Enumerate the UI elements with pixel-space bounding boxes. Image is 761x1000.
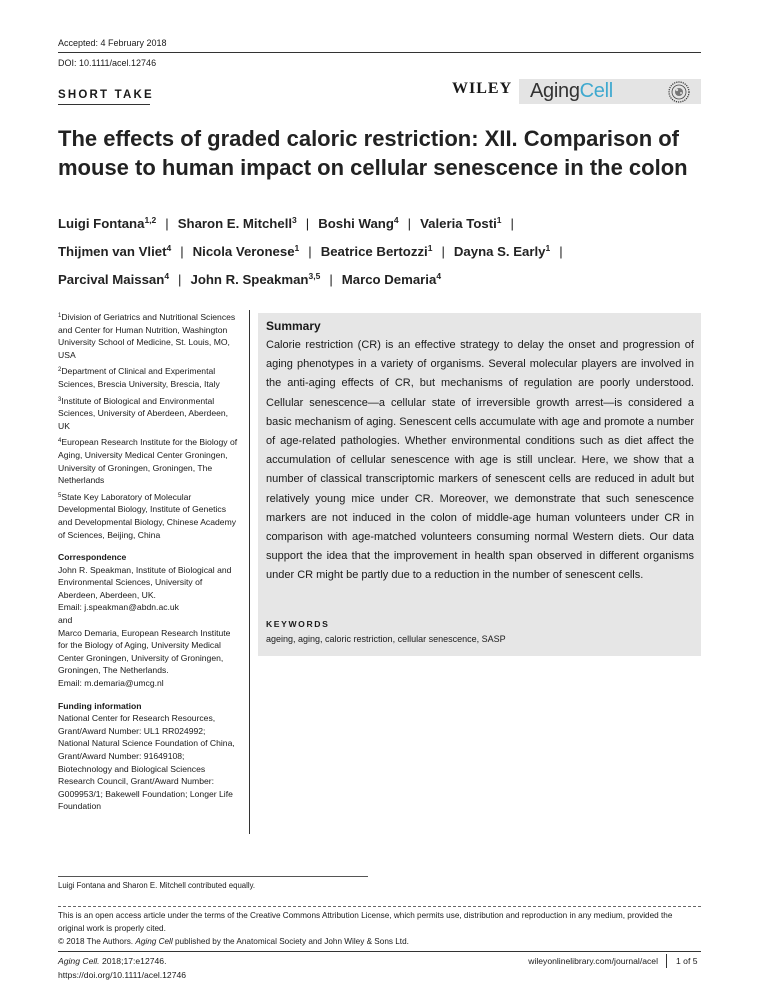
copyright <box>58 936 701 949</box>
author-name: Valeria Tosti <box>420 216 497 231</box>
author-name: Nicola Veronese <box>192 244 295 259</box>
correspondence-line[interactable]: Email: j.speakman@abdn.ac.uk <box>58 602 179 613</box>
summary-heading: Summary <box>266 319 321 333</box>
author-affiliation-sup: 4 <box>164 271 170 281</box>
correspondence-line: and <box>58 615 73 626</box>
author <box>193 244 300 259</box>
journal-name <box>530 80 613 103</box>
author-name: Dayna S. Early <box>453 244 546 259</box>
citation-volume: 2018;17:e12746. <box>101 956 167 966</box>
publisher-logo: WILEY <box>452 80 513 97</box>
affiliation-number: 3 <box>58 396 62 403</box>
affiliation-text: Department of Clinical and Experimental Sciences, Brescia University, Brescia, Italy <box>58 366 220 389</box>
affiliation-text: State Key Laboratory of Molecular Developmental Biology, Institute of Genetics and Developmental Biology, Chinese Academy of Sciences, Beijing, China <box>58 491 237 540</box>
author-separator: | <box>441 244 445 259</box>
affiliation-number: 4 <box>58 438 62 445</box>
author-list <box>58 208 708 292</box>
correspondence <box>58 564 238 690</box>
header-rule <box>58 52 701 53</box>
correspondence-line: Marco Demaria, European Research Institute for the Biology of Aging, University Medical Center Groningen, University of Groningen, Groningen, The Netherlands. <box>58 627 231 676</box>
author-separator: | <box>180 244 184 259</box>
affiliation-number: 2 <box>58 367 62 374</box>
author-affiliation-sup: 1 <box>496 215 502 225</box>
citation-journal: Aging Cell. <box>58 956 100 966</box>
article-title: The effects of graded caloric restriction: XII. Comparison of mouse to human impact on cellular senescence in the colon <box>58 126 688 180</box>
author-affiliation-sup: 1,2 <box>144 215 157 225</box>
license <box>58 910 701 948</box>
author-separator: | <box>407 216 412 231</box>
sidebar <box>58 310 238 813</box>
affiliation <box>58 364 238 390</box>
keywords-heading: KEYWORDS <box>266 619 330 629</box>
author <box>190 272 320 287</box>
funding-text: National Center for Research Resources, Grant/Award Number: UL1 RR024992; National Natural Science Foundation of China, Grant/Award Number: 91649108; Biotechnology and Biological Sciences Research Council, Grant/Award Number: G009953/1; Bakewell Foundation; Longer Life Foundation <box>58 713 235 812</box>
author-affiliation-sup: 4 <box>436 271 442 281</box>
author-name: John R. Speakman <box>190 272 309 287</box>
author-separator: | <box>305 216 310 231</box>
doi: DOI: 10.1111/acel.12746 <box>58 58 157 68</box>
author-separator: | <box>308 244 312 259</box>
footer-rule <box>58 951 701 952</box>
author-name: Parcival Maissan <box>58 272 165 287</box>
author <box>342 272 441 287</box>
section-label-underline <box>58 104 150 105</box>
affiliation-number: 1 <box>58 313 62 319</box>
affiliations <box>58 310 238 541</box>
correspondence-line[interactable]: Email: m.demaria@umcg.nl <box>58 678 164 689</box>
affiliation <box>58 490 238 541</box>
keywords: ageing, aging, caloric restriction, cellular senescence, SASP <box>266 634 506 644</box>
section-label: SHORT TAKE <box>58 89 154 101</box>
journal-website-link[interactable]: wileyonlinelibrary.com/journal/acel <box>528 956 658 966</box>
author <box>318 216 398 231</box>
author-separator: | <box>559 244 563 259</box>
author-affiliation-sup: 1 <box>294 243 300 253</box>
affiliation-text: Institute of Biological and Environmental Sciences, University of Aberdeen, Aberdeen, UK <box>58 395 229 431</box>
author <box>454 244 550 259</box>
author-name: Beatrice Bertozzi <box>320 244 428 259</box>
column-divider <box>249 310 250 834</box>
author-affiliation-sup: 1 <box>427 243 433 253</box>
affiliation-text: Division of Geriatrics and Nutritional Sciences and Center for Human Nutrition, Washington University School of Medicine, St. Louis, MO, USA <box>58 312 236 360</box>
license-text: This is an open access article under the terms of the Creative Commons Attribution License, which permits use, distribution and reproduction in any medium, provided the original work is properly cited. <box>58 911 673 933</box>
author-name: Thijmen van Vliet <box>58 244 167 259</box>
citation <box>58 956 166 966</box>
affiliation-text: European Research Institute for the Biology of Aging, University Medical Center Groningen, University of Groningen, Groningen, The Netherlands <box>58 437 238 486</box>
author-name: Luigi Fontana <box>58 216 145 231</box>
author-affiliation-sup: 4 <box>393 215 399 225</box>
author <box>58 272 169 287</box>
author <box>420 216 501 231</box>
affiliation <box>58 310 238 361</box>
page-number: 1 of 5 <box>676 956 698 966</box>
affiliation-number: 5 <box>58 492 62 499</box>
author-name: Marco Demaria <box>341 272 437 287</box>
funding-heading: Funding information <box>58 700 142 711</box>
author-separator: | <box>510 216 514 231</box>
author <box>58 244 171 259</box>
author-name: Boshi Wang <box>318 216 394 231</box>
author-affiliation-sup: 3 <box>292 215 297 225</box>
copyright-suffix: published by the Anatomical Society and John Wiley & Sons Ltd. <box>174 936 409 946</box>
journal-name-cell: Cell <box>579 80 613 102</box>
author-separator: | <box>329 272 333 287</box>
author <box>321 244 433 259</box>
author-affiliation-sup: 4 <box>166 243 172 253</box>
author-separator: | <box>165 216 169 231</box>
journal-name-aging: Aging <box>530 80 580 102</box>
license-rule <box>58 906 701 907</box>
author-affiliation-sup: 1 <box>545 243 551 253</box>
author <box>58 216 156 231</box>
affiliation <box>58 435 238 486</box>
journal-seal-icon <box>668 81 690 103</box>
correspondence-line: John R. Speakman, Institute of Biological and Environmental Sciences, University of Aberdeen, Aberdeen, UK. <box>58 564 232 600</box>
footnote: Luigi Fontana and Sharon E. Mitchell contributed equally. <box>58 881 256 890</box>
citation-url[interactable]: https://doi.org/10.1111/acel.12746 <box>58 970 187 980</box>
accepted-date: Accepted: 4 February 2018 <box>58 38 167 48</box>
author-separator: | <box>178 272 182 287</box>
summary-text: Calorie restriction (CR) is an effective strategy to delay the onset and progression of aging phenotypes in a variety of organisms. Several molecular players are involved in the anti-aging effects of CR, but mechanisms of regulation are poorly understood. Cellular senescence—a cellular state of irreversible growth arrest—is considered a basic mechanism of aging. Senescent cells accumulate with age and promote a number of age-related pathologies. Whether environmental conditions such as diet affect the accumulation of cellular senescence with age is still unclear. Here, we show that a number of classical transcriptomic markers of senescent cells are reduced in adult but relatively young mice under CR. Moreover, we demonstrate that such senescence markers are not induced in the colon of middle-age human volunteers under CR in comparison with age-matched volunteers consuming normal Western diets. Our data support the idea that the improvement in health span observed in different organisms under CR might be partly due to a reduction in the number of senescent cells. <box>266 339 695 582</box>
copyright-journal: Aging Cell <box>135 936 173 946</box>
page-number-separator <box>666 954 667 968</box>
footnote-rule <box>58 876 368 877</box>
author <box>178 216 297 231</box>
author-affiliation-sup: 3,5 <box>308 271 321 281</box>
correspondence-heading: Correspondence <box>58 552 127 563</box>
author-name: Sharon E. Mitchell <box>177 216 293 231</box>
copyright-prefix: © 2018 The Authors. <box>58 936 134 946</box>
affiliation <box>58 394 238 433</box>
